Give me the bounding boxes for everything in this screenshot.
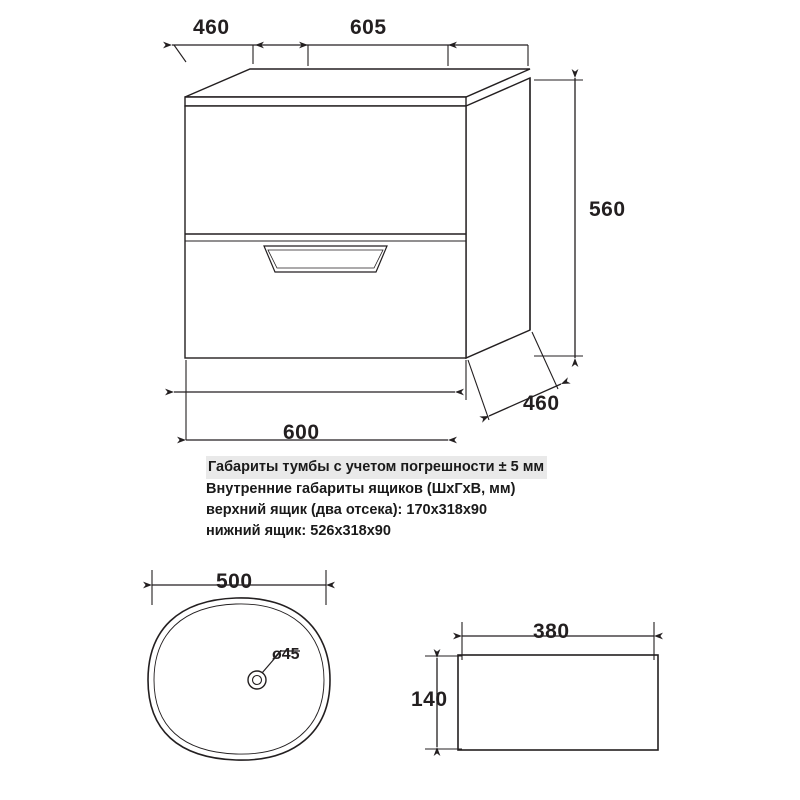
spec-line-lower-drawer: нижний ящик: 526х318х90 bbox=[206, 523, 391, 539]
dim-height-right bbox=[534, 78, 583, 358]
dim-label-height-right: 560 bbox=[589, 198, 626, 221]
dim-label-depth-top: 460 bbox=[193, 16, 230, 39]
dim-label-width-top: 605 bbox=[350, 16, 387, 39]
dim-label-width-bottom: 600 bbox=[283, 421, 320, 444]
specification-block bbox=[206, 456, 626, 542]
dim-label-basin-side-height: 140 bbox=[411, 688, 448, 711]
spec-line-inner-header: Внутренние габариты ящиков (ШхГхВ, мм) bbox=[206, 481, 516, 497]
basin-top-view bbox=[148, 570, 330, 760]
dim-width-top bbox=[255, 45, 528, 66]
dim-label-depth-right: 460 bbox=[523, 392, 560, 415]
dim-label-basin-side-width: 380 bbox=[533, 620, 570, 643]
cabinet-drawing bbox=[185, 69, 530, 358]
dim-label-basin-width: 500 bbox=[216, 570, 253, 593]
dim-label-drain-hole: ø45 bbox=[272, 646, 300, 663]
dim-depth-top bbox=[172, 45, 255, 64]
spec-line-tolerance: Габариты тумбы с учетом погрешности ± 5 мм bbox=[206, 456, 547, 479]
dim-width-bottom bbox=[174, 360, 466, 440]
spec-line-upper-drawer: верхний ящик (два отсека): 170х318х90 bbox=[206, 502, 488, 518]
